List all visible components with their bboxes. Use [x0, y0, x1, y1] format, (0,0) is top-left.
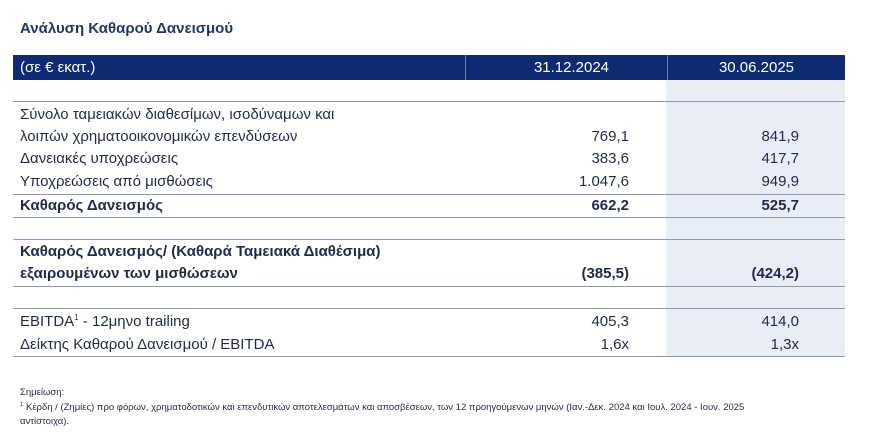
row-label: Υποχρεώσεις από μισθώσεις: [20, 173, 213, 190]
row-value-2025: 949,9: [761, 173, 799, 190]
row-label: λοιπών χρηματοοικονομικών επενδύσεων: [20, 128, 298, 145]
table-row-net-cash: [13, 243, 845, 287]
divider: [13, 101, 845, 102]
row-value-2024: (385,5): [581, 265, 629, 282]
row-value-2025: 417,7: [761, 150, 799, 167]
row-label: Καθαρός Δανεισμός/ (Καθαρά Ταμειακά Διαθέσιμα): [20, 243, 381, 260]
row-value-2024: 1.047,6: [578, 173, 629, 190]
table-header: [13, 55, 845, 80]
note-text-cont: αντίστοιχα).: [20, 416, 70, 427]
row-label: Καθαρός Δανεισμός: [20, 197, 163, 214]
table-row: [13, 313, 845, 335]
row-value-2025: (424,2): [751, 265, 799, 282]
row-value-2025: 841,9: [761, 128, 799, 145]
note-text: [20, 402, 744, 413]
table-row-total: [13, 197, 845, 219]
row-label: Σύνολο ταμειακών διαθεσίμων, ισοδύναμων και: [20, 106, 335, 123]
divider: [13, 217, 845, 218]
footnote-marker: 1: [74, 313, 79, 322]
note-body: Κέρδη / (Ζημίες) προ φόρων, χρηματοδοτικών και επενδυτικών αποτελεσμάτων και αποσβέσεων, των 12 προηγούμενων μηνών (Ιαν.-Δεκ. 2024 και Ιουλ. 2024 - Ιουν. 2025: [23, 402, 745, 414]
row-value-2024: 383,6: [591, 150, 629, 167]
ebitda-label: EBITDA: [20, 313, 75, 330]
row-value-2024: 1,6x: [600, 336, 629, 353]
table-row: [13, 336, 845, 358]
ebitda-label-suffix: - 12μηνο trailing: [78, 313, 190, 330]
footnote-marker: 1: [20, 402, 24, 408]
row-label: Δείκτης Καθαρού Δανεισμού / EBITDA: [20, 336, 275, 353]
page-title: Ανάλυση Καθαρού Δανεισμού: [20, 20, 234, 37]
divider: [13, 308, 845, 309]
row-value-2025: 414,0: [761, 313, 799, 330]
note-heading: Σημείωση:: [20, 387, 65, 398]
row-value-2024: 405,3: [591, 313, 629, 330]
header-col-2025: 30.06.2025: [667, 55, 845, 80]
row-label: [20, 313, 190, 330]
row-label: εξαιρουμένων των μισθώσεων: [20, 265, 238, 282]
table-row: [13, 150, 845, 172]
row-value-2024: 769,1: [591, 128, 629, 145]
row-value-2024: 662,2: [591, 197, 629, 214]
header-col-2024: 31.12.2024: [465, 55, 677, 80]
table-row: [13, 173, 845, 195]
divider: [13, 286, 845, 287]
header-units-label: (σε € εκατ.): [20, 59, 96, 76]
row-value-2025: 525,7: [761, 197, 799, 214]
divider: [13, 239, 845, 240]
divider: [13, 356, 845, 357]
divider: [13, 194, 845, 195]
row-value-2025: 1,3x: [770, 336, 799, 353]
table-row: [13, 106, 845, 150]
row-label: Δανειακές υποχρεώσεις: [20, 150, 179, 167]
